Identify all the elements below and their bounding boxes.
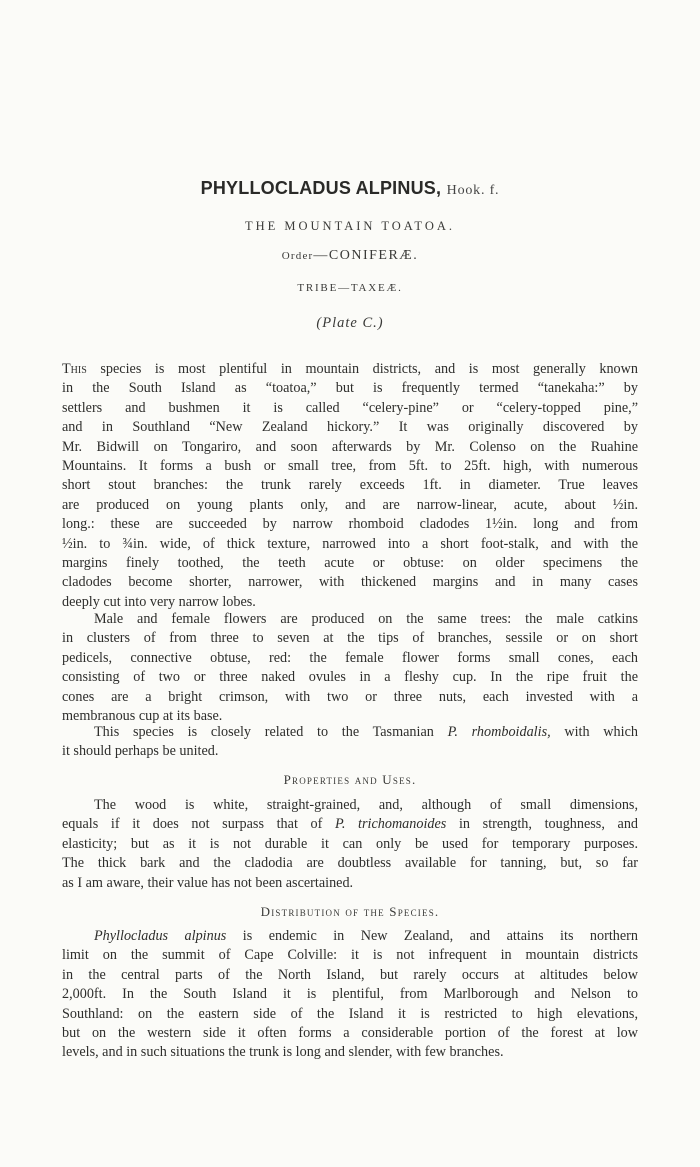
opening-word: This [62, 361, 87, 377]
relation-line: it should perhaps be united. [62, 743, 219, 760]
description-line: settlers and bushmen it is called “celery-pine” or “celery-topped pine,” [62, 399, 638, 416]
distribution-line: limit on the summit of Cape Colville: it is not infrequent in mountain districts [62, 947, 638, 964]
plate-reference: (Plate C.) [316, 315, 384, 331]
distribution-line: in the central parts of the North Island, but rarely occurs at altitudes below [62, 966, 638, 983]
description-line: in the South Island as “toatoa,” but is frequently termed “tanekaha:” by [62, 380, 638, 397]
flowers-line: pedicels, connective obtuse, red: the female flower forms small cones, each [62, 649, 638, 666]
description-line: and in Southland “New Zealand hickory.” It was originally discovered by [62, 419, 638, 436]
tribe-line: TRIBE—TAXEÆ. [297, 282, 403, 294]
distribution-heading: Distribution of the Species. [260, 904, 440, 919]
distribution-line [62, 927, 638, 946]
properties-paragraph [62, 796, 638, 893]
description-line: Mr. Bidwill on Tongariro, and soon afterwards by Mr. Colenso on the Ruahine [62, 438, 638, 455]
species-binomial: PHYLLOCLADUS ALPINUS, [200, 178, 442, 198]
relation-text: This species is closely related to the Tasmanian [94, 724, 448, 740]
order-dash: — [313, 248, 329, 263]
flowers-line: cones are a bright crimson, with two or three nuts, each invested with a [62, 688, 638, 705]
description-line: Mountains. It forms a bush or small tree, from 5ft. to 25ft. high, with numerous [62, 457, 638, 474]
description-line: cladodes become shorter, narrower, with thickened margins and in many cases [62, 574, 638, 591]
properties-heading: Properties and Uses. [283, 772, 417, 787]
properties-line: as I am aware, their value has not been ascertained. [62, 874, 354, 891]
description-line: ½in. to ¾in. wide, of thick texture, narrowed into a short foot-stalk, and with the [62, 535, 638, 552]
flowers-line: consisting of two or three naked ovules in a fleshy cup. In the ripe fruit the [62, 669, 638, 686]
relation-text: with which [550, 724, 638, 740]
properties-text: equals if it does not surpass that of [62, 816, 336, 833]
description-paragraph [62, 360, 638, 612]
common-name: THE MOUNTAIN TOATOA. [244, 219, 456, 233]
flowers-line: membranous cup at its base. [62, 707, 223, 724]
flowers-line: in clusters of from three to seven at the tips of branches, sessile or on short [62, 630, 638, 647]
related-species: P. rhomboidalis, [447, 724, 551, 740]
properties-line: elasticity; but as it is not durable it can only be used for temporary purposes. [62, 835, 638, 852]
compared-species: P. trichomanoides [335, 816, 447, 833]
order-label: Order [281, 250, 314, 262]
properties-line [62, 815, 638, 834]
relation-line [62, 723, 638, 742]
properties-text: in strength, toughness, and [446, 816, 638, 833]
relation-paragraph [62, 723, 638, 762]
description-line: are produced on young plants only, and are narrow-linear, acute, about ½in. [62, 496, 638, 513]
properties-line: The thick bark and the cladodia are doubtless available for tanning, but, so far [62, 855, 638, 872]
order-line [62, 248, 638, 264]
distribution-line: 2,000ft. In the South Island it is plentiful, from Marlborough and Nelson to [62, 986, 638, 1003]
description-line: margins finely toothed, the teeth acute or obtuse: on older specimens the [62, 554, 638, 571]
distribution-line: Southland: on the eastern side of the Island it is restricted to high elevations, [62, 1005, 638, 1022]
flowers-paragraph [62, 610, 638, 726]
description-line: short stout branches: the trunk rarely exceeds 1ft. in diameter. True leaves [62, 477, 638, 494]
properties-line: The wood is white, straight-grained, and, although of small dimensions, [94, 797, 638, 813]
species-name-italic: Phyllocladus alpinus [94, 928, 227, 944]
distribution-line: but on the western side it often forms a considerable portion of the forest at low [62, 1024, 638, 1041]
description-line: This species is most plentiful in mountain districts, and is most generally known [62, 361, 638, 377]
flowers-line: Male and female flowers are produced on the same trees: the male catkins [94, 611, 638, 627]
description-line: deeply cut into very narrow lobes. [62, 593, 256, 610]
species-title [62, 178, 638, 200]
distribution-line: levels, and in such situations the trunk is long and slender, with few branches. [62, 1044, 504, 1061]
description-line: long.: these are succeeded by narrow rhomboid cladodes 1½in. long and from [62, 516, 638, 533]
species-authority: Hook. f. [446, 183, 500, 198]
distribution-text: is endemic in New Zealand, and attains its northern [226, 928, 638, 944]
order-name: CONIFERÆ. [328, 248, 419, 263]
distribution-paragraph [62, 927, 638, 1063]
